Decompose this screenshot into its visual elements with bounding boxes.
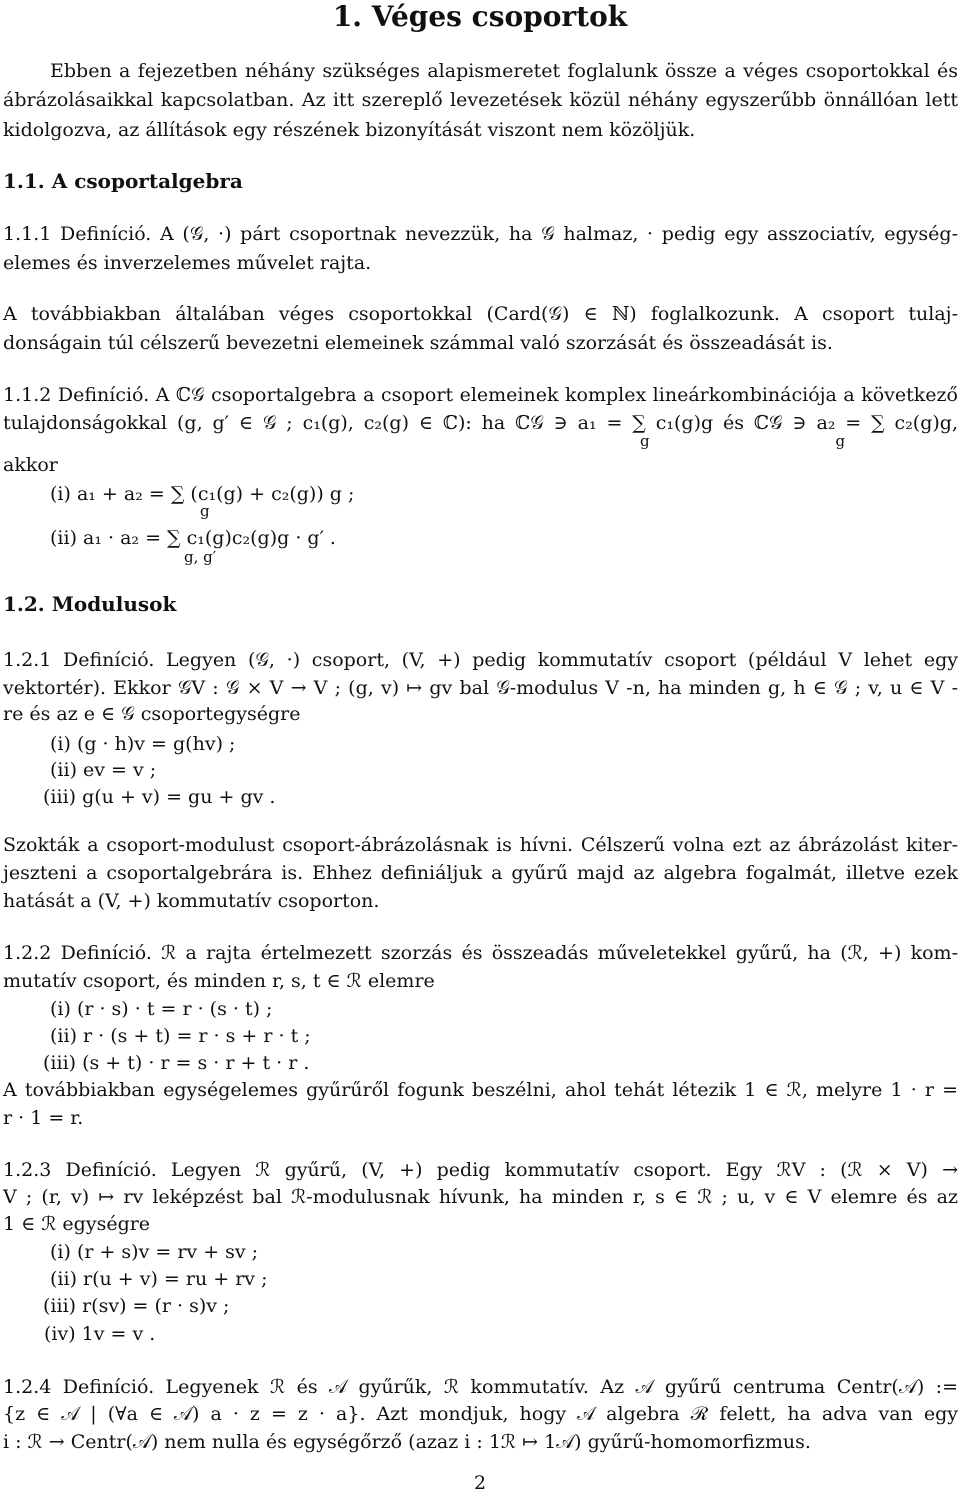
definition-1-2-1-line-3: re és az e ∈ 𝒢 csoportegységre: [3, 703, 301, 725]
definition-1-2-3-line-2: V ; (r, v) ↦ rv leképzést bal ℛ-modulusnak hívunk, ha minden r, s ∈ ℛ ; u, v ∈ V elemre és az: [3, 1186, 958, 1208]
intro-line-2: ábrázolásaikkal kapcsolatban. Az itt szereplő levezetések közül néhány egyszerűbb önnállóan lett: [3, 89, 958, 111]
definition-1-1-2-line-1: 1.1.2 Definíció. A ℂ𝒢 csoportalgebra a csoport elemeinek komplex lineárkombinációja a következő: [3, 384, 958, 406]
definition-1-1-2-line-2: tulajdonságokkal (g, g′ ∈ 𝒢 ; c₁(g), c₂(g) ∈ ℂ): ha ℂ𝒢 ∋ a₁ = ∑ c₁(g)g és ℂ𝒢 ∋ a₂ = ∑ c₂(g)g,: [3, 412, 958, 434]
r-module-axiom-3: (iii) r(sv) = (r · s)v ;: [43, 1295, 230, 1317]
definition-1-2-4-line-3: i : ℛ → Centr(𝒜) nem nulla és egységőrző (azaz i : 1ℛ ↦ 1𝒜) gyűrű-homomorfizmus.: [3, 1431, 811, 1453]
definition-1-2-2-line-1: 1.2.2 Definíció. ℛ a rajta értelmezett szorzás és összeadás műveletekkel gyűrű, ha (ℛ, +) kom-: [3, 942, 958, 964]
definition-1-1-1-line-2: elemes és inverzelemes művelet rajta.: [3, 252, 372, 274]
definition-1-2-2-line-3: A továbbiakban egységelemes gyűrűről fogunk beszélni, ahol tehát létezik 1 ∈ ℛ, melyre 1 · r =: [3, 1079, 958, 1101]
section-heading-1-1: 1.1. A csoportalgebra: [3, 169, 243, 193]
equation-sum: (i) a₁ + a₂ = ∑ (c₁(g) + c₂(g)) g ;: [50, 483, 355, 505]
definition-1-2-2-line-4: r · 1 = r.: [3, 1107, 84, 1129]
definition-1-1-1-line-1: 1.1.1 Definíció. A (𝒢, ·) párt csoportnak nevezzük, ha 𝒢 halmaz, · pedig egy asszociatív, egység-: [3, 223, 958, 245]
definition-1-2-1-line-2: vektortér). Ekkor 𝒢V : 𝒢 × V → V ; (g, v) ↦ gv bal 𝒢-modulus V -n, ha minden g, h ∈ 𝒢 ; v, u ∈ V -: [3, 677, 958, 699]
definition-1-2-4-line-2: {z ∈ 𝒜 | (∀a ∈ 𝒜) a · z = z · a}. Azt mondjuk, hogy 𝒜 algebra ℛ felett, ha adva van egy: [3, 1403, 958, 1425]
definition-1-2-3-line-1: 1.2.3 Definíció. Legyen ℛ gyűrű, (V, +) pedig kommutatív csoport. Egy ℛV : (ℛ × V) →: [3, 1159, 958, 1181]
paragraph-2-line-1: Szokták a csoport-modulust csoport-ábrázolásnak is hívni. Célszerű volna ezt az ábrázolást kiter-: [3, 834, 958, 856]
section-heading-1-2: 1.2. Modulusok: [3, 592, 177, 616]
ring-axiom-1: (i) (r · s) · t = r · (s · t) ;: [50, 998, 273, 1020]
intro-line-3: kidolgozva, az állítások egy részének bizonyítását viszont nem közöljük.: [3, 119, 696, 141]
paragraph-1-line-1: A továbbiakban általában véges csoportokkal (Card(𝒢) ∈ ℕ) foglalkozunk. A csoport tulaj-: [3, 303, 958, 325]
module-axiom-1: (i) (g · h)v = g(hv) ;: [50, 733, 236, 755]
ring-axiom-3: (iii) (s + t) · r = s · r + t · r .: [43, 1052, 310, 1074]
r-module-axiom-1: (i) (r + s)v = rv + sv ;: [50, 1241, 259, 1263]
definition-1-2-4-line-1: 1.2.4 Definíció. Legyenek ℛ és 𝒜 gyűrűk, ℛ kommutatív. Az 𝒜 gyűrű centruma Centr(𝒜) :=: [3, 1376, 958, 1398]
ring-axiom-2: (ii) r · (s + t) = r · s + r · t ;: [50, 1025, 311, 1047]
module-axiom-3: (iii) g(u + v) = gu + gv .: [43, 786, 276, 808]
paragraph-2-line-3: hatását a (V, +) kommutatív csoporton.: [3, 890, 380, 912]
r-module-axiom-4: (iv) 1v = v .: [44, 1323, 156, 1345]
r-module-axiom-2: (ii) r(u + v) = ru + rv ;: [50, 1268, 268, 1290]
sum-index-label: g g: [640, 432, 846, 450]
sum-index-label: g: [200, 502, 210, 520]
equation-product: (ii) a₁ · a₂ = ∑ c₁(g)c₂(g)g · g′ .: [50, 527, 336, 549]
paragraph-2-line-2: jeszteni a csoportalgebrára is. Ehhez definiáljuk a gyűrű majd az algebra fogalmát, illetve ezek: [3, 862, 958, 884]
sum-index-label: g, g′: [184, 548, 217, 566]
definition-1-2-2-line-2: mutatív csoport, és minden r, s, t ∈ ℛ elemre: [3, 970, 435, 992]
chapter-title: 1. Véges csoportok: [332, 0, 628, 33]
intro-line-1: Ebben a fejezetben néhány szükséges alapismeretet foglalunk össze a véges csoportokkal és: [50, 60, 958, 82]
definition-1-1-2-line-3: akkor: [3, 454, 58, 476]
module-axiom-2: (ii) ev = v ;: [50, 759, 157, 781]
definition-1-2-3-line-3: 1 ∈ ℛ egységre: [3, 1213, 151, 1235]
page-number: 2: [473, 1472, 487, 1494]
definition-1-2-1-line-1: 1.2.1 Definíció. Legyen (𝒢, ·) csoport, (V, +) pedig kommutatív csoport (például V lehet egy: [3, 649, 958, 671]
paragraph-1-line-2: donságain túl célszerű bevezetni elemeinek számmal való szorzását és összeadását is.: [3, 332, 833, 354]
